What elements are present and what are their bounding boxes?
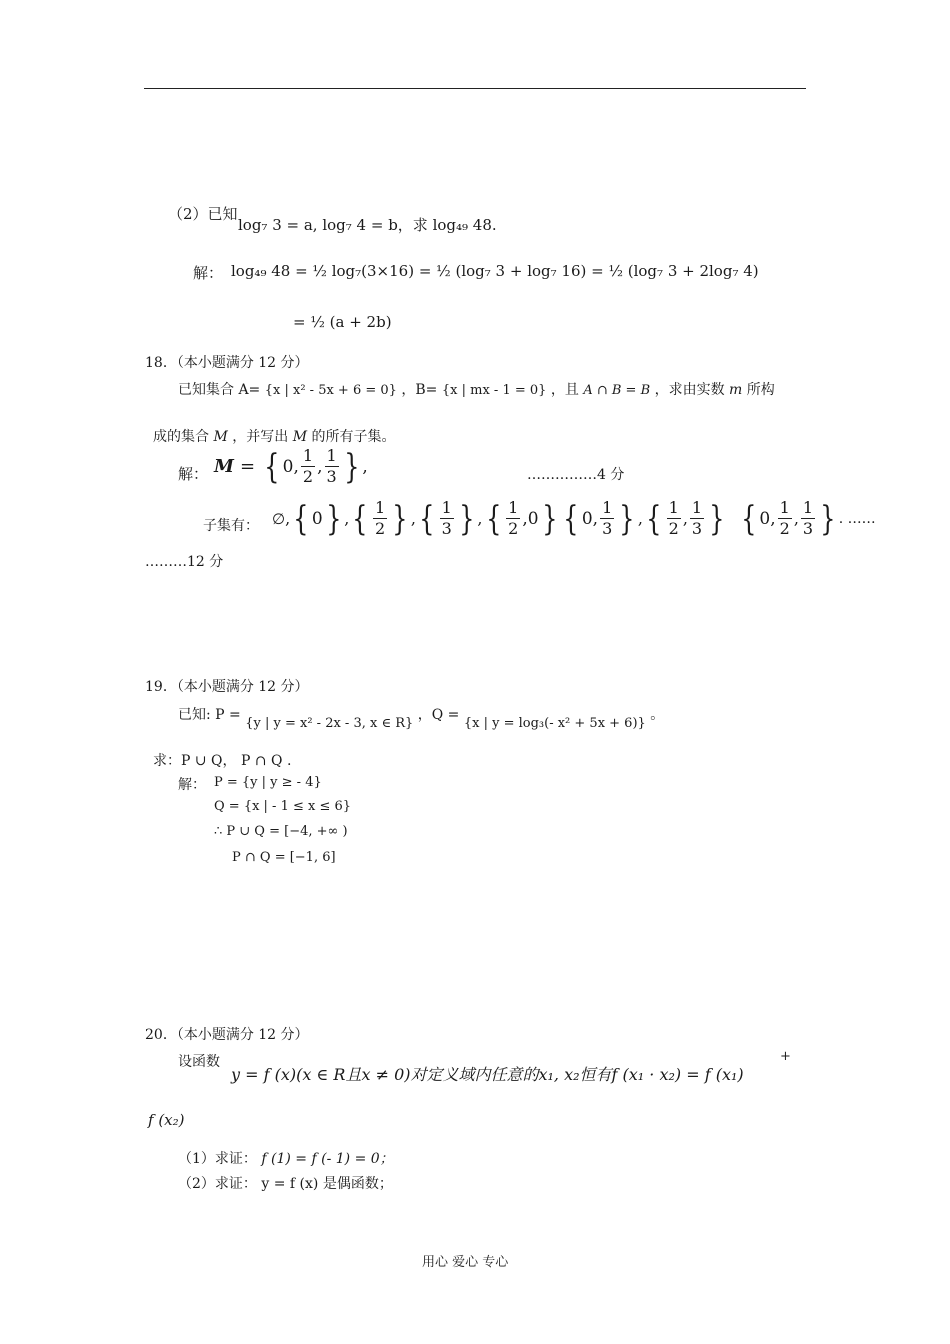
- q20-part1-formula: f (1) = f (- 1) = 0；: [261, 1151, 394, 1167]
- p2-given: log₇ 3 = a, log₇ 4 = b，求 log₄₉ 48.: [238, 216, 497, 234]
- q18-line2-c: 的所有子集。: [311, 429, 396, 445]
- q20-text-a: 设函数: [178, 1054, 220, 1070]
- q18-text-a: 已知集合 A=: [178, 382, 261, 398]
- q18-set-b: {x | mx - 1 = 0}: [441, 383, 547, 398]
- q18-score-12: ………12 分: [145, 554, 224, 570]
- q18-line2-a: 成的集合: [153, 429, 209, 445]
- q18-statement-line2: [153, 426, 396, 446]
- q20-part1: [178, 1148, 394, 1168]
- empty-set-symbol: ∅: [272, 509, 286, 528]
- q19-set-q: {x | y = log₃(- x² + 5x + 6)}: [463, 716, 646, 731]
- q18-subsets-list: ∅ , { 0 } , { $\frac{1}{2}$ } , { $\frac{1}{3}$ } , { $\frac{1}{2}$ ,0 } { 0, $\frac{1}{3}$ } , { $\frac{1}{2}$ , $\frac{1}{3}$ } { 0, $\frac{1}{2}$ , $\frac{1}{3}$ } . ……: [272, 498, 876, 539]
- q18-line2-b: ，并写出: [232, 429, 289, 445]
- q18-text-d: ，求由实数: [654, 382, 725, 398]
- q19-heading: 19．（本小题满分 12 分）: [145, 679, 309, 695]
- q18-set-m: M: [213, 429, 228, 445]
- q18-solution-label: 解：: [178, 465, 209, 483]
- p2-label: （2）已知: [168, 205, 238, 223]
- q18-score-4: ……………4 分: [527, 467, 625, 483]
- q18-m: m: [729, 382, 743, 398]
- q18-condition: A ∩ B = B: [583, 383, 651, 398]
- q18-set-m-2: M: [292, 429, 308, 445]
- q18-subsets-label: 子集有：: [203, 518, 259, 534]
- q19-given-c: 。: [650, 707, 665, 723]
- header-rule: [144, 88, 806, 89]
- q20-part2-formula: y = f (x) 是偶函数；: [261, 1176, 393, 1192]
- q18-text-c: ，且: [550, 382, 579, 398]
- q19-solution-p: P = {y | y ≥ - 4}: [214, 775, 322, 790]
- q18-solution-set: M = { 0, $\frac{1}{2}$ , $\frac{1}{3}$ } ,: [214, 446, 368, 487]
- q19-given-a: 已知: P =: [178, 707, 241, 723]
- q19-solution-q: Q = {x | - 1 ≤ x ≤ 6}: [214, 799, 352, 814]
- q20-part2-label: （2）求证：: [178, 1176, 257, 1192]
- q18-heading: 18．（本小题满分 12 分）: [145, 355, 309, 371]
- q20-line2: f (x₂): [148, 1111, 185, 1129]
- q19-solution-intersection: P ∩ Q = [−1, 6]: [232, 850, 336, 865]
- q18-text-b: ，B=: [401, 382, 438, 398]
- q19-solution-label: 解：: [178, 777, 206, 793]
- q19-given: [178, 704, 665, 731]
- q19-set-p: {y | y = x² - 2x - 3, x ∈ R}: [245, 716, 414, 731]
- q20-formula: y = f (x)(x ∈ R且x ≠ 0)对定义域内任意的x₁, x₂恒有f (x₁ · x₂) = f (x₁): [231, 1065, 744, 1084]
- q20-part2: [178, 1173, 393, 1193]
- q18-set-a: {x | x² - 5x + 6 = 0}: [264, 383, 397, 398]
- q18-solution-m: M: [214, 456, 234, 477]
- q20-heading: 20．（本小题满分 12 分）: [145, 1027, 309, 1043]
- q19-solution-union: ∴ P ∪ Q = [−4, +∞ ): [214, 824, 348, 839]
- q18-trailing-dots: . ……: [838, 510, 876, 527]
- q20-plus: +: [780, 1049, 791, 1064]
- q20-part1-label: （1）求证：: [178, 1151, 257, 1167]
- p2-solution-label: 解：: [193, 264, 224, 282]
- q18-statement-line1: [178, 379, 775, 399]
- q19-ask: 求：P ∪ Q， P ∩ Q .: [153, 753, 292, 769]
- q19-given-b: ，Q =: [417, 707, 460, 723]
- p2-solution-line2: = ½ (a + 2b): [293, 313, 392, 331]
- p2-solution-line1: log₄₉ 48 = ½ log₇(3×16) = ½ (log₇ 3 + log₇ 16) = ½ (log₇ 3 + 2log₇ 4): [231, 262, 759, 280]
- page-footer: 用心 爱心 专心: [422, 1255, 509, 1270]
- q18-text-e: 所构: [746, 382, 775, 398]
